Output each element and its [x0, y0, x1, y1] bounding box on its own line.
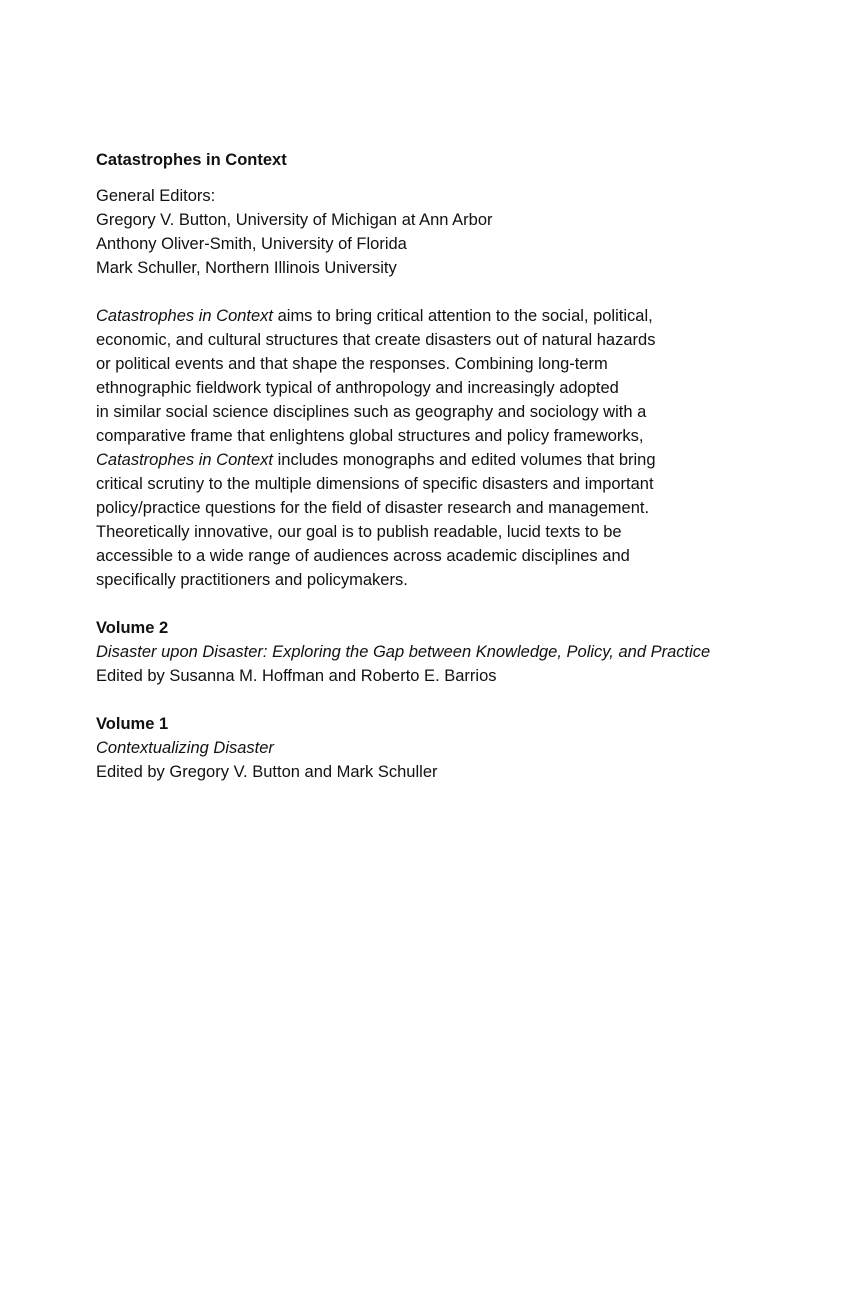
editor-name: Mark Schuller, Northern Illinois University: [96, 259, 397, 277]
document-page: [96, 148, 796, 808]
editors-label: General Editors:: [96, 187, 216, 205]
description-line: specifically practitioners and policymakers.: [96, 571, 408, 589]
volume-heading: Volume 1: [96, 715, 169, 733]
volume-title: Contextualizing Disaster: [96, 739, 274, 757]
description-line: economic, and cultural structures that create disasters out of natural hazards: [96, 331, 656, 349]
description-line: in similar social science disciplines such as geography and sociology with a: [96, 403, 647, 421]
description-line: accessible to a wide range of audiences across academic disciplines and: [96, 547, 630, 565]
description-line: Catastrophes in Context includes monographs and edited volumes that bring: [96, 451, 656, 469]
description-line: Catastrophes in Context aims to bring critical attention to the social, political,: [96, 307, 653, 325]
volume-editors: Edited by Susanna M. Hoffman and Roberto E. Barrios: [96, 667, 497, 685]
description-line: Theoretically innovative, our goal is to publish readable, lucid texts to be: [96, 523, 622, 541]
volume-entry: [96, 616, 796, 688]
description-line: comparative frame that enlightens global structures and policy frameworks,: [96, 427, 644, 445]
volume-entry: [96, 712, 796, 784]
series-title-italic: Catastrophes in Context: [96, 451, 274, 469]
editor-name: Gregory V. Button, University of Michigan at Ann Arbor: [96, 211, 493, 229]
volume-editors: Edited by Gregory V. Button and Mark Schuller: [96, 763, 438, 781]
series-description: [96, 304, 796, 592]
series-title: Catastrophes in Context: [96, 151, 287, 169]
editor-name: Anthony Oliver-Smith, University of Florida: [96, 235, 407, 253]
description-line: or political events and that shape the responses. Combining long-term: [96, 355, 608, 373]
description-line: policy/practice questions for the field of disaster research and management.: [96, 499, 650, 517]
volume-title: Disaster upon Disaster: Exploring the Gap between Knowledge, Policy, and Practice: [96, 643, 711, 661]
series-title-italic: Catastrophes in Context: [96, 307, 274, 325]
description-line: ethnographic fieldwork typical of anthropology and increasingly adopted: [96, 379, 619, 397]
volume-heading: Volume 2: [96, 619, 169, 637]
general-editors-block: [96, 184, 796, 280]
description-line: critical scrutiny to the multiple dimensions of specific disasters and important: [96, 475, 654, 493]
